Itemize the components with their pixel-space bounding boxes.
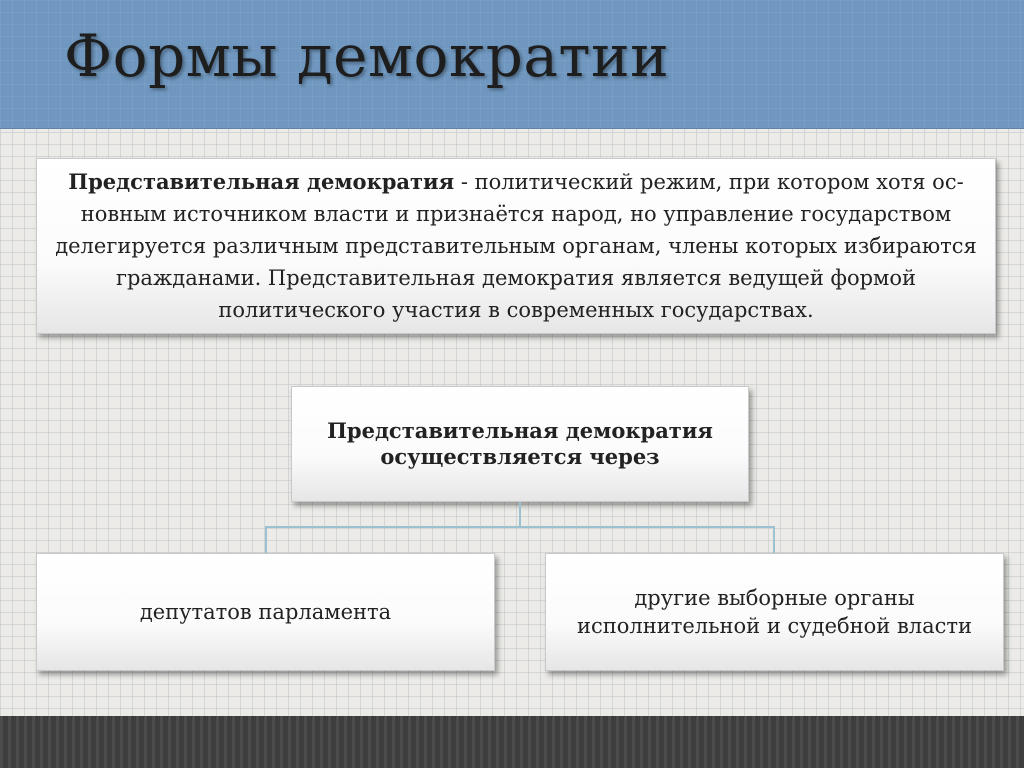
definition-paragraph [51, 166, 981, 326]
root-node [291, 386, 749, 502]
child-node-other-bodies-line-1: другие выборные органы [634, 586, 915, 610]
connector-stem [519, 502, 521, 527]
child-node-other-bodies [545, 553, 1004, 671]
connector-left-drop [265, 526, 267, 553]
child-node-parliament-label: депутатов парламента [139, 600, 392, 624]
child-node-parliament [36, 553, 495, 671]
slide-title: Формы демократии [64, 22, 670, 90]
root-node-line-2: осуществляется через [380, 444, 660, 469]
connector-crossbar [265, 526, 775, 528]
root-node-line-1: Представительная демократия [327, 418, 713, 443]
definition-term: Представительная демократия [68, 169, 455, 194]
definition-box [36, 158, 996, 334]
definition-text: - политический режим, при котором хотя основным источником власти и признаётся народ, но управление государством делегируется различным представительным органам, члены которых избираются гражданами. Представительная демократия является ведущей формой политического участия в современных государствах. [55, 170, 977, 322]
title-banner [0, 0, 1024, 129]
connector-right-drop [773, 526, 775, 553]
footer-band [0, 716, 1024, 768]
child-node-other-bodies-line-2: исполнительной и судебной власти [576, 614, 973, 638]
